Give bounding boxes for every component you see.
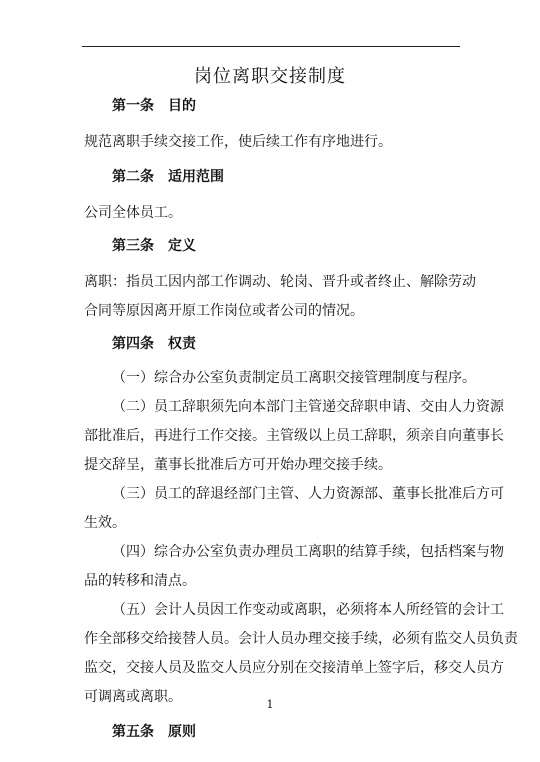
paragraph-line: 公司全体员工。	[84, 205, 182, 221]
section-heading: 第三条 定义	[112, 238, 196, 254]
section-paragraph	[84, 128, 470, 157]
paragraph-line: （五）会计人员因工作变动或离职，必须将本人所经管的会计工	[112, 602, 504, 618]
paragraph-line: 合同等原因离开原工作岗位或者公司的情况。	[84, 303, 364, 319]
paragraph-line: 可调离或离职。	[84, 689, 182, 705]
paragraph-line: 部批准后，再进行工作交接。主管级以上员工辞职，须亲自向董事长	[84, 428, 504, 444]
document-body	[84, 96, 518, 742]
paragraph-line: （二）员工辞职须先向本部门主管递交辞职申请、交由人力资源	[112, 399, 504, 415]
page-number: 1	[266, 698, 274, 711]
section-paragraph	[84, 268, 476, 326]
header-rule	[82, 46, 460, 47]
section-paragraph	[84, 364, 476, 393]
section-paragraph	[84, 538, 504, 596]
section-heading: 第五条 原则	[112, 724, 196, 740]
paragraph-line: 提交辞呈，董事长批准后方可开始办理交接手续。	[84, 457, 392, 473]
section-heading: 第一条 目的	[112, 98, 196, 114]
section-paragraph	[84, 596, 518, 712]
document-title: 岗位离职交接制度	[194, 66, 346, 87]
paragraph-line: 品的转移和清点。	[84, 573, 196, 589]
section-paragraph	[84, 393, 504, 480]
paragraph-line: 作全部移交给接替人员。会计人员办理交接手续，必须有监交人员负责	[84, 631, 518, 647]
paragraph-line: 规范离职手续交接工作，使后续工作有序地进行。	[84, 134, 392, 150]
paragraph-line: （四）综合办公室负责办理员工离职的结算手续，包括档案与物	[112, 544, 504, 560]
paragraph-line: 监交，交接人员及监交人员应分别在交接清单上签字后，移交人员方	[84, 660, 504, 676]
paragraph-line: 离职：指员工因内部工作调动、轮岗、晋升或者终止、解除劳动	[84, 274, 476, 290]
paragraph-line: （一）综合办公室负责制定员工离职交接管理制度与程序。	[112, 370, 476, 386]
paragraph-line: （三）员工的辞退经部门主管、人力资源部、董事长批准后方可	[112, 486, 504, 502]
section-paragraph	[84, 480, 504, 538]
section-heading: 第二条 适用范围	[112, 169, 224, 185]
section-paragraph	[84, 199, 470, 228]
paragraph-line: 生效。	[84, 515, 126, 531]
section-heading: 第四条 权责	[112, 336, 196, 352]
